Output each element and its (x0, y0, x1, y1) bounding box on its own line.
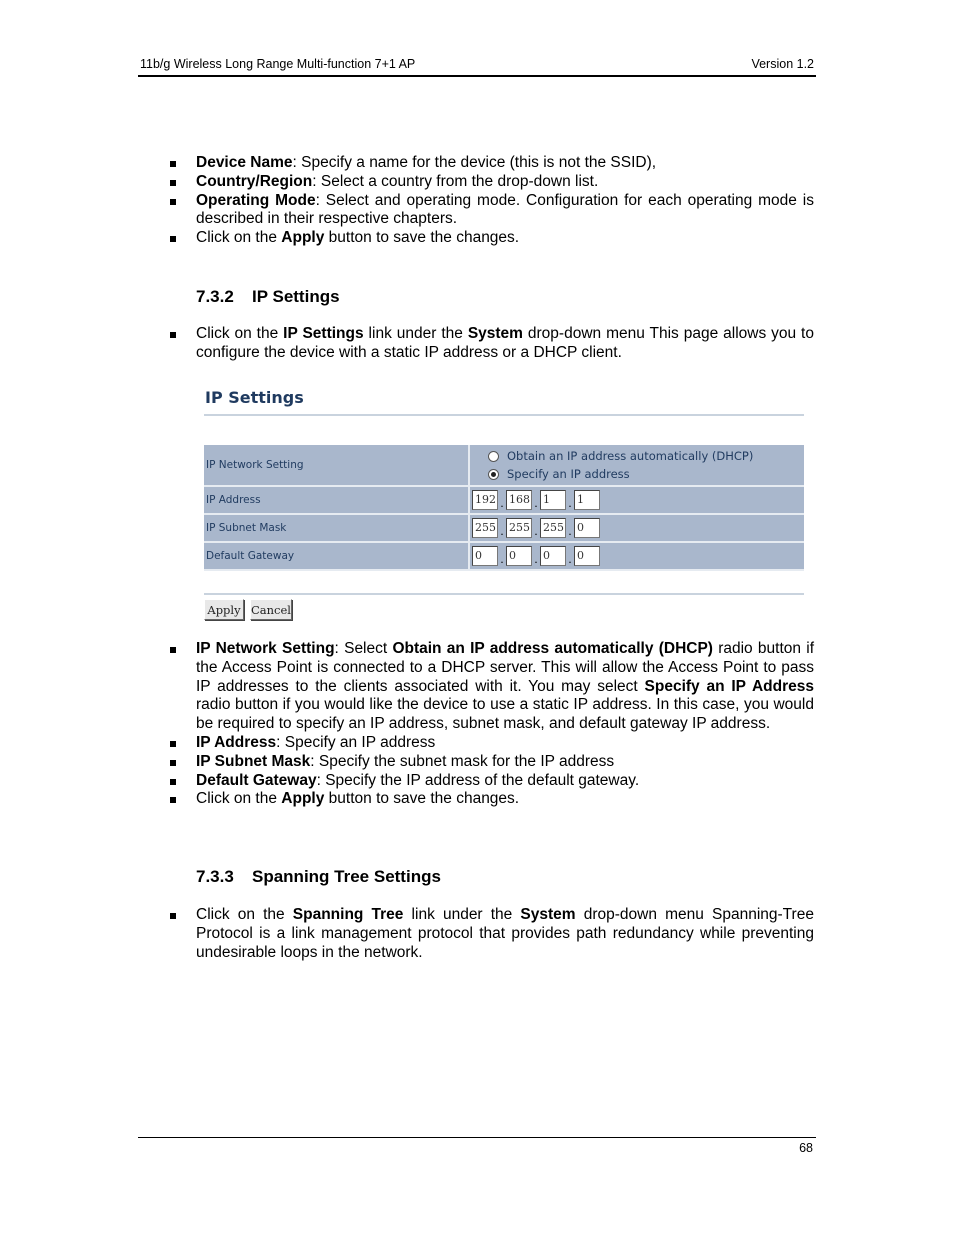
divider (204, 593, 804, 595)
divider (204, 414, 804, 416)
cancel-button[interactable]: Cancel (250, 599, 292, 620)
footer-divider (138, 1137, 816, 1138)
radio-dhcp-option[interactable]: Obtain an IP address automatically (DHCP) (472, 447, 804, 465)
list-item: Click on the Apply button to save the changes. (168, 790, 814, 809)
list-item: Country/Region: Select a country from the drop-down list. (168, 173, 814, 192)
header-title: 11b/g Wireless Long Range Multi-function 7+1 AP (140, 57, 416, 71)
label-ip-network-setting: IP Network Setting (204, 445, 469, 486)
ip-octet-2[interactable]: 168 (506, 490, 532, 510)
gateway-octet-4[interactable]: 0 (574, 546, 600, 566)
ip-settings-intro-list (168, 325, 814, 363)
ip-octet-1[interactable]: 192 (472, 490, 498, 510)
radio-static[interactable] (488, 469, 499, 480)
list-item: IP Network Setting: Select Obtain an IP address automatically (DHCP) radio button if the Access Point is connected to a DHCP server. This will allow the Access Point to pass IP addresses to the clients associated with it. You may select Specify an IP Address radio button if you would like the device to use a static IP address. In this case, you would be required to specify an IP address, subnet mask, and default gateway IP address. (168, 640, 814, 734)
mask-octet-4[interactable]: 0 (574, 518, 600, 538)
spanning-tree-intro-list (168, 906, 814, 962)
mask-octet-3[interactable]: 255 (540, 518, 566, 538)
list-item: Click on the Apply button to save the changes. (168, 229, 814, 248)
field-description-list (168, 154, 814, 248)
gateway-octet-1[interactable]: 0 (472, 546, 498, 566)
mask-octet-1[interactable]: 255 (472, 518, 498, 538)
list-item: Operating Mode: Select and operating mode. Configuration for each operating mode is described in their respective chapters. (168, 192, 814, 230)
ip-octet-4[interactable]: 1 (574, 490, 600, 510)
list-item: Device Name: Specify a name for the device (this is not the SSID), (168, 154, 814, 173)
gateway-octet-2[interactable]: 0 (506, 546, 532, 566)
ip-field-description-list (168, 640, 814, 809)
ip-octet-3[interactable]: 1 (540, 490, 566, 510)
list-item: Default Gateway: Specify the IP address of the default gateway. (168, 772, 814, 791)
list-item: Click on the IP Settings link under the System drop-down menu This page allows you to configure the device with a static IP address or a DHCP client. (168, 325, 814, 363)
ip-settings-screenshot (200, 384, 806, 626)
label-subnet-mask: IP Subnet Mask (204, 514, 469, 542)
ip-settings-table: IP Network Setting Obtain an IP address automatically (DHCP) Specify an IP address IP Address 192 . 168 . 1 . 1 IP Subnet Mask 255 . 255 . 255 . 0 Default Gateway 0 . 0 . 0 . 0 (204, 445, 804, 571)
section-heading-spanning-tree: 7.3.3 Spanning Tree Settings (196, 867, 441, 886)
screenshot-title: IP Settings (205, 388, 304, 407)
list-item: IP Address: Specify an IP address (168, 734, 814, 753)
header-version: Version 1.2 (751, 57, 814, 71)
apply-button[interactable]: Apply (204, 599, 244, 620)
list-item: IP Subnet Mask: Specify the subnet mask for the IP address (168, 753, 814, 772)
label-default-gateway: Default Gateway (204, 542, 469, 570)
page-header (138, 56, 816, 77)
section-heading-ip-settings: 7.3.2 IP Settings (196, 287, 340, 306)
label-ip-address: IP Address (204, 486, 469, 514)
page-number: 68 (799, 1141, 813, 1155)
gateway-octet-3[interactable]: 0 (540, 546, 566, 566)
list-item: Click on the Spanning Tree link under the System drop-down menu Spanning-Tree Protocol is a link management protocol that provides path redundancy while preventing undesirable loops in the network. (168, 906, 814, 962)
radio-static-option[interactable]: Specify an IP address (472, 465, 804, 483)
radio-dhcp[interactable] (488, 451, 499, 462)
mask-octet-2[interactable]: 255 (506, 518, 532, 538)
